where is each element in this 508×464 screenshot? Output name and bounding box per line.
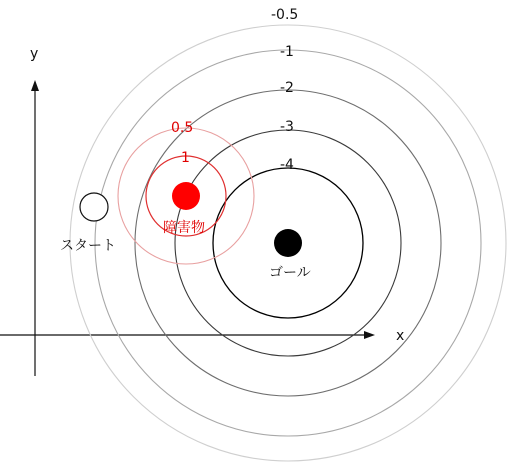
goal-contour-label: -1 bbox=[280, 44, 294, 60]
goal-contour-label: -3 bbox=[280, 119, 294, 135]
goal-contour-label: -4 bbox=[280, 157, 294, 173]
obstacle-contour-label: 1 bbox=[181, 150, 190, 166]
goal-label: ゴール bbox=[269, 265, 311, 281]
obstacle-marker bbox=[172, 182, 200, 210]
obstacle-contour-label: 0.5 bbox=[171, 120, 194, 136]
start-label: スタート bbox=[60, 238, 116, 254]
start-marker bbox=[80, 193, 108, 221]
x-axis-arrowhead-icon bbox=[364, 331, 375, 339]
goal-contour-label: -0.5 bbox=[271, 7, 299, 23]
goal-marker bbox=[274, 229, 302, 257]
goal-contour-label: -2 bbox=[280, 80, 294, 96]
y-axis-arrowhead-icon bbox=[31, 80, 39, 91]
x-axis-label: x bbox=[396, 328, 405, 344]
obstacle-label: 障害物 bbox=[163, 220, 205, 236]
y-axis-label: y bbox=[30, 46, 39, 62]
